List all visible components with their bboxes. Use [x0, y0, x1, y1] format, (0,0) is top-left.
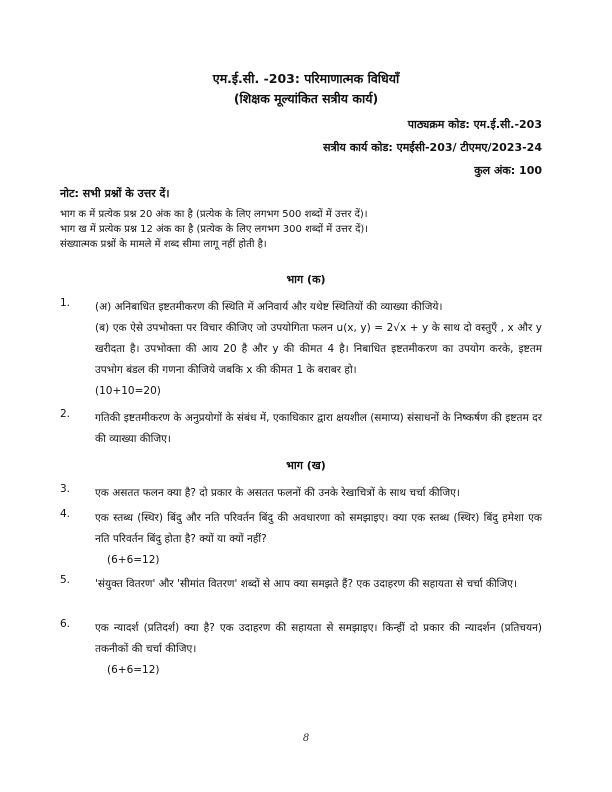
question-marks: (10+10=20): [95, 385, 161, 397]
question-text: एक स्तब्ध (स्थिर) बिंदु और नति परिवर्तन बिंदु की अवधारणा को समझाइए। क्या एक स्तब्ध (स्थिर) बिंदु हमेशा एक नति परिवर्तन बिंदु होता है? क्यों या क्यों नहीं?: [95, 512, 542, 545]
note-heading: नोट: सभी प्रश्नों के उत्तर दें।: [60, 187, 170, 200]
section-heading-a: भाग (क): [286, 273, 326, 286]
section-heading-b: भाग (ख): [286, 459, 326, 472]
question-4: [60, 508, 542, 571]
question-1: [60, 297, 542, 402]
question-text: 'संयुक्त वितरण' और 'सीमांत वितरण' शब्दों से आप क्या समझते हैं? एक उदाहरण की सहायता से चर्चा कीजिए।: [95, 578, 517, 590]
total-marks: कुल अंक: 100: [474, 164, 542, 177]
question-3: [60, 483, 542, 504]
question-2: [60, 408, 542, 450]
question-marks: (6+6=12): [107, 554, 160, 566]
question-number: 3.: [60, 483, 71, 495]
instruction-line: भाग क में प्रत्येक प्रश्न 20 अंक का है (प्रत्येक के लिए लगभग 500 शब्दों में उत्तर दें)।: [60, 209, 368, 220]
question-part-b: (ब) एक ऐसे उपभोक्ता पर विचार कीजिए जो उपयोगिता फलन u(x, y) = 2√x + y के साथ दो वस्तुएँ , x और y खरीदता है। उपभोक्ता की आय 20 है और y की कीमत 4 है। निबाधित इष्टतमीकरण का उपयोग करके, इष्टतम उपभोग बंडल की गणना कीजिये जबकि x की कीमत 1 के बराबर हो।: [95, 322, 542, 376]
question-number: 4.: [60, 508, 71, 520]
page-number: 8: [302, 733, 310, 744]
question-part-a: (अ) अनिबाधित इष्टतमीकरण की स्थिति में अनिवार्य और यथेष्ट स्थितियों की व्याख्या कीजिये।: [95, 301, 443, 313]
question-marks: (6+6=12): [107, 664, 160, 676]
document-subtitle: (शिक्षक मूल्यांकित सत्रीय कार्य): [233, 91, 379, 106]
question-number: 6.: [60, 618, 71, 630]
question-text: गतिकी इष्टतमीकरण के अनुप्रयोगों के संबंध में, एकाधिकार द्वारा क्षयशील (समाप्य) संसाधनों के निष्कर्षण की इष्टतम दर की व्याख्या कीजिए।: [95, 412, 542, 445]
question-text: एक असतत फलन क्या है? दो प्रकार के असतत फलनों की उनके रेखाचित्रों के साथ चर्चा कीजिए।: [95, 487, 460, 499]
question-number: 5.: [60, 574, 71, 586]
instructions: [60, 207, 368, 252]
question-number: 1.: [60, 297, 71, 309]
question-text: एक न्यादर्श (प्रतिदर्श) क्या है? एक उदाहरण की सहायता से समझाइए। किन्हीं दो प्रकार की न्यादर्शन (प्रतिचयन) तकनीकों की चर्चा कीजिए।: [95, 622, 542, 655]
instruction-line: संख्यात्मक प्रश्नों के मामले में शब्द सीमा लागू नहीं होती है।: [60, 239, 267, 250]
question-number: 2.: [60, 408, 71, 420]
instruction-line: भाग ख में प्रत्येक प्रश्न 12 अंक का है (प्रत्येक के लिए लगभग 300 शब्दों में उत्तर दें)।: [60, 224, 369, 235]
question-6: [60, 618, 542, 681]
course-code: पाठ्यक्रम कोड: एम.ई.सी.-203: [407, 118, 542, 131]
document-title: एम.ई.सी. -203: परिमाणात्मक विधियाँ: [212, 71, 400, 86]
assignment-code: सत्रीय कार्य कोड: एमईसी-203/ टीएमए/2023-24: [323, 141, 542, 154]
question-5: [60, 574, 542, 595]
